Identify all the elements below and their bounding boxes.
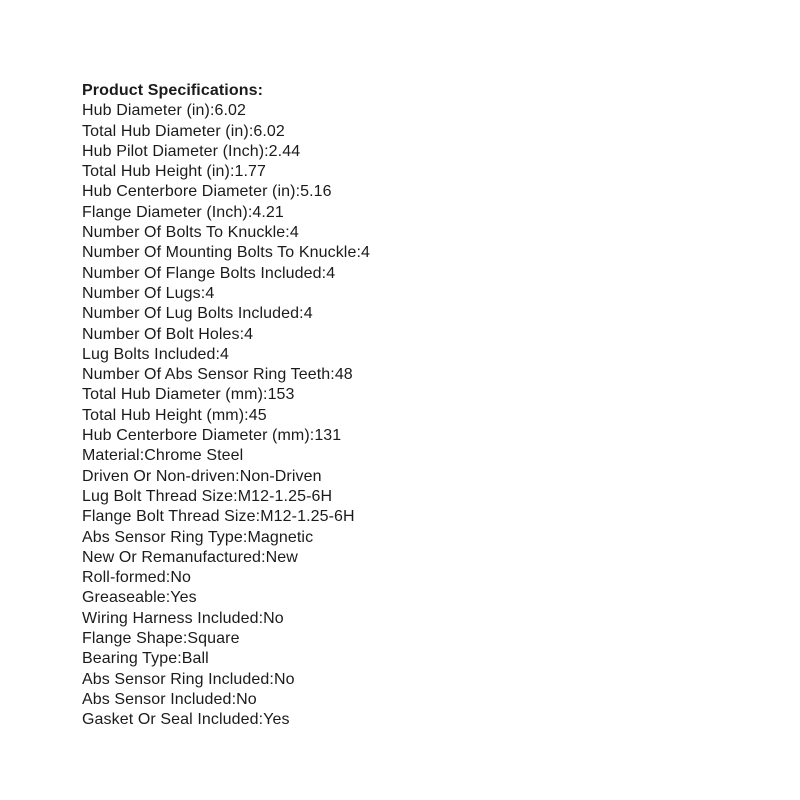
spec-separator: : xyxy=(177,650,182,668)
spec-label: Hub Pilot Diameter (Inch) xyxy=(82,142,265,160)
spec-label: New Or Remanufactured xyxy=(82,548,262,566)
spec-row xyxy=(82,243,732,263)
spec-separator: : xyxy=(258,609,264,627)
spec-separator: : xyxy=(235,467,240,485)
spec-row xyxy=(82,325,732,345)
spec-separator: : xyxy=(182,630,188,648)
spec-label: Total Hub Diameter (mm) xyxy=(82,386,264,404)
spec-label: Material xyxy=(82,447,140,465)
spec-label: Flange Bolt Thread Size xyxy=(82,508,256,526)
spec-separator: : xyxy=(165,589,171,607)
spec-label: Driven Or Non-driven xyxy=(82,467,236,485)
spec-value: M12-1.25-6H xyxy=(237,487,333,505)
spec-label: Lug Bolts Included xyxy=(82,345,216,363)
spec-value: New xyxy=(265,548,298,566)
spec-label: Abs Sensor Ring Included xyxy=(82,670,270,688)
spec-label: Hub Diameter (in) xyxy=(82,102,210,120)
spec-label: Total Hub Height (in) xyxy=(82,163,230,181)
spec-value: Square xyxy=(187,630,240,648)
spec-value: 48 xyxy=(334,366,353,384)
spec-value: 4 xyxy=(205,284,215,302)
spec-value: 4 xyxy=(303,305,313,323)
spec-value: 2.44 xyxy=(268,142,301,160)
spec-row xyxy=(82,507,732,527)
spec-separator: : xyxy=(321,264,327,282)
spec-separator: : xyxy=(209,102,215,120)
spec-row xyxy=(82,385,732,405)
spec-row xyxy=(82,142,732,162)
spec-value: 5.16 xyxy=(300,183,332,201)
spec-value: Chrome Steel xyxy=(144,447,244,465)
spec-row xyxy=(82,710,732,730)
spec-separator: : xyxy=(264,142,269,160)
spec-separator: : xyxy=(165,569,171,587)
spec-row xyxy=(82,264,732,284)
spec-row xyxy=(82,528,732,548)
spec-label: Number Of Bolt Holes xyxy=(82,325,240,343)
spec-value: Ball xyxy=(181,650,209,668)
spec-separator: : xyxy=(139,447,145,465)
spec-separator: : xyxy=(239,325,245,343)
spec-label: Number Of Bolts To Knuckle xyxy=(82,224,286,242)
spec-value: No xyxy=(273,670,295,688)
spec-value: 6.02 xyxy=(214,102,247,120)
spec-separator: : xyxy=(231,690,237,708)
spec-row xyxy=(82,487,732,507)
spec-separator: : xyxy=(261,548,266,566)
spec-label: Abs Sensor Ring Type xyxy=(82,528,243,546)
spec-separator: : xyxy=(258,711,264,729)
spec-label: Hub Centerbore Diameter (in) xyxy=(82,183,296,201)
spec-list xyxy=(82,101,732,730)
spec-separator: : xyxy=(330,366,335,384)
spec-row xyxy=(82,182,732,202)
spec-row xyxy=(82,467,732,487)
spec-label: Number Of Flange Bolts Included xyxy=(82,264,322,282)
spec-separator: : xyxy=(244,406,249,424)
spec-separator: : xyxy=(263,386,268,404)
spec-row xyxy=(82,690,732,710)
spec-row xyxy=(82,406,732,426)
spec-row xyxy=(82,588,732,608)
spec-separator: : xyxy=(299,305,304,323)
spec-row xyxy=(82,629,732,649)
spec-value: 131 xyxy=(314,427,342,445)
spec-row xyxy=(82,609,732,629)
spec-separator: : xyxy=(200,284,206,302)
spec-row xyxy=(82,670,732,690)
spec-row xyxy=(82,304,732,324)
spec-value: Yes xyxy=(263,711,290,729)
spec-row xyxy=(82,223,732,243)
spec-label: Gasket Or Seal Included xyxy=(82,711,259,729)
spec-row xyxy=(82,284,732,304)
spec-label: Hub Centerbore Diameter (mm) xyxy=(82,427,310,445)
spec-value: Non-Driven xyxy=(239,467,322,485)
spec-value: Magnetic xyxy=(247,528,314,546)
spec-label: Flange Shape xyxy=(82,630,183,648)
spec-row xyxy=(82,365,732,385)
spec-label: Abs Sensor Included xyxy=(82,690,232,708)
spec-value: M12-1.25-6H xyxy=(260,508,355,526)
spec-row xyxy=(82,446,732,466)
spec-row xyxy=(82,426,732,446)
spec-value: 1.77 xyxy=(234,163,267,181)
spec-row xyxy=(82,649,732,669)
spec-label: Total Hub Height (mm) xyxy=(82,406,245,424)
spec-separator: : xyxy=(247,203,253,221)
spec-value: No xyxy=(263,609,284,627)
spec-value: 4 xyxy=(326,264,336,282)
spec-value: Yes xyxy=(170,589,197,607)
spec-separator: : xyxy=(295,183,301,201)
spec-block xyxy=(82,81,732,731)
spec-label: Flange Diameter (Inch) xyxy=(82,203,248,221)
spec-label: Lug Bolt Thread Size xyxy=(82,487,234,505)
spec-row xyxy=(82,101,732,121)
spec-label: Bearing Type xyxy=(82,650,178,668)
page-title: Product Specifications: xyxy=(82,82,263,99)
spec-separator: : xyxy=(255,508,261,526)
spec-separator: : xyxy=(248,122,254,140)
spec-separator: : xyxy=(242,528,248,546)
spec-value: 4 xyxy=(361,244,370,262)
spec-row xyxy=(82,122,732,142)
spec-value: No xyxy=(170,569,191,587)
spec-label: Roll-formed xyxy=(82,569,166,587)
spec-label: Greaseable xyxy=(82,589,166,607)
spec-separator: : xyxy=(309,427,315,445)
spec-label: Total Hub Diameter (in) xyxy=(82,122,249,140)
spec-label: Wiring Harness Included xyxy=(82,609,259,627)
spec-label: Number Of Lug Bolts Included xyxy=(82,305,300,323)
spec-row xyxy=(82,345,732,365)
spec-value: 6.02 xyxy=(253,122,285,140)
spec-value: 153 xyxy=(267,386,295,404)
spec-row xyxy=(82,548,732,568)
spec-label: Number Of Abs Sensor Ring Teeth xyxy=(82,366,331,384)
spec-value: 4 xyxy=(220,345,229,363)
spec-label: Number Of Mounting Bolts To Knuckle xyxy=(82,244,357,262)
spec-row xyxy=(82,162,732,182)
spec-value: 4 xyxy=(289,224,299,242)
spec-row xyxy=(82,203,732,223)
spec-value: 4.21 xyxy=(252,203,284,221)
spec-separator: : xyxy=(269,670,274,688)
spec-value: 45 xyxy=(248,406,267,424)
spec-separator: : xyxy=(285,224,290,242)
spec-label: Number Of Lugs xyxy=(82,284,201,302)
spec-separator: : xyxy=(233,487,238,505)
spec-separator: : xyxy=(356,244,361,262)
spec-separator: : xyxy=(229,163,235,181)
spec-separator: : xyxy=(215,345,220,363)
spec-value: No xyxy=(236,690,257,708)
spec-row xyxy=(82,568,732,588)
spec-value: 4 xyxy=(244,325,254,343)
